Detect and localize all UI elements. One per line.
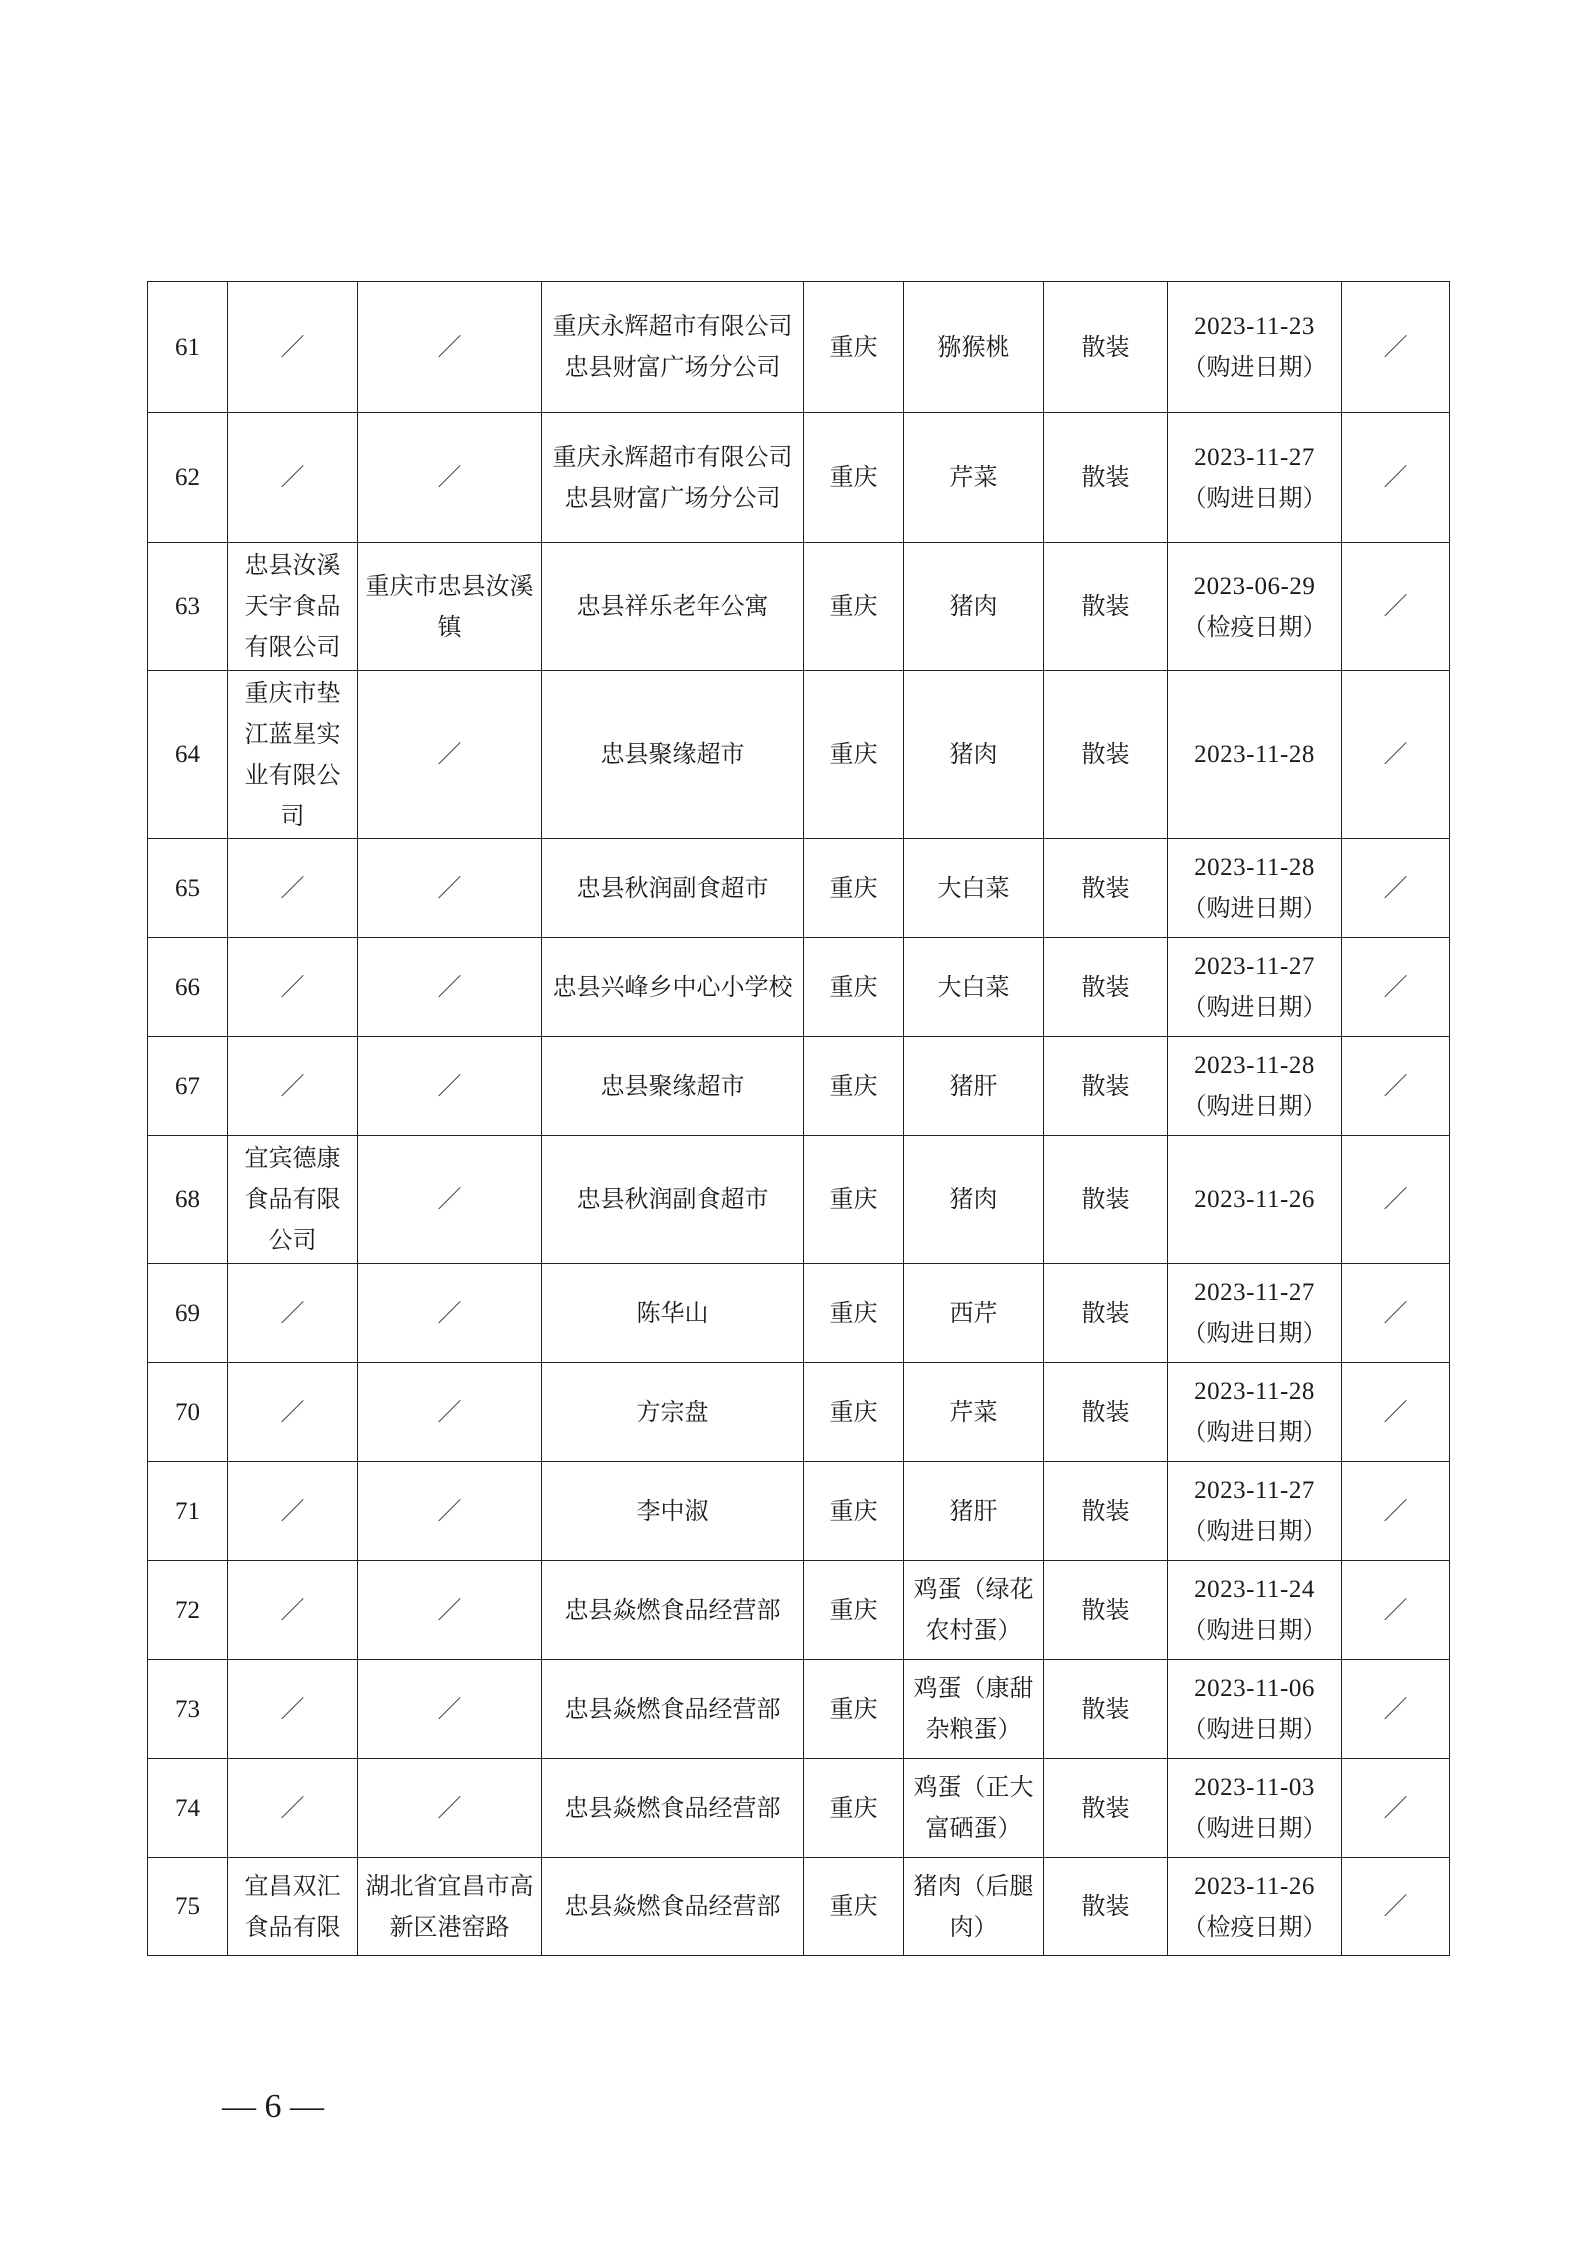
date-note: （购进日期） [1182,483,1327,512]
inspection-result: ／ [1342,839,1450,938]
package-spec: 散装 [1044,413,1168,543]
date-value: 2023-11-24 [1194,1576,1315,1603]
table-row [148,543,1450,671]
producer-address: 湖北省宜昌市高新区港窑路 [358,1858,542,1956]
package-spec: 散装 [1044,543,1168,671]
date-value: 2023-11-28 [1194,854,1315,881]
table-row [148,282,1450,413]
seller-region: 重庆 [804,671,904,839]
seller-region: 重庆 [804,413,904,543]
production-date [1168,1136,1342,1264]
production-date [1168,282,1342,413]
seller-name: 忠县秋润副食超市 [542,839,804,938]
row-number: 63 [148,543,228,671]
food-name: 芹菜 [904,413,1044,543]
seller-name: 陈华山 [542,1264,804,1363]
seller-region: 重庆 [804,938,904,1037]
table-row [148,1037,1450,1136]
producer-name: ／ [228,938,358,1037]
producer-name: ／ [228,1561,358,1660]
producer-address: ／ [358,1660,542,1759]
producer-name: ／ [228,1660,358,1759]
seller-name: 忠县兴峰乡中心小学校 [542,938,804,1037]
producer-name: ／ [228,282,358,413]
package-spec: 散装 [1044,1264,1168,1363]
food-name: 猪肉 [904,1136,1044,1264]
date-value: 2023-11-28 [1194,1052,1315,1079]
producer-address: ／ [358,1136,542,1264]
date-value: 2023-11-23 [1194,313,1315,340]
date-note: （购进日期） [1182,993,1327,1021]
production-date [1168,1561,1342,1660]
producer-address: ／ [358,839,542,938]
producer-name: 忠县汝溪天宇食品有限公司 [228,543,358,671]
table-row [148,1462,1450,1561]
row-number: 72 [148,1561,228,1660]
date-note: （购进日期） [1182,1715,1327,1743]
row-number: 67 [148,1037,228,1136]
date-value: 2023-11-28 [1194,741,1315,768]
food-name: 猪肝 [904,1037,1044,1136]
producer-address: ／ [358,413,542,543]
production-date [1168,543,1342,671]
producer-name: ／ [228,1462,358,1561]
producer-address: ／ [358,938,542,1037]
food-name: 鸡蛋（康甜杂粮蛋） [904,1660,1044,1759]
seller-name: 重庆永辉超市有限公司忠县财富广场分公司 [542,413,804,543]
seller-region: 重庆 [804,1363,904,1462]
seller-region: 重庆 [804,1037,904,1136]
food-name: 猪肉 [904,671,1044,839]
package-spec: 散装 [1044,671,1168,839]
seller-name: 忠县焱燃食品经营部 [542,1660,804,1759]
table-row [148,1264,1450,1363]
producer-name: ／ [228,1264,358,1363]
date-note: （购进日期） [1182,353,1327,381]
row-number: 62 [148,413,228,543]
inspection-result: ／ [1342,938,1450,1037]
seller-region: 重庆 [804,1462,904,1561]
date-note: （购进日期） [1182,1418,1327,1446]
package-spec: 散装 [1044,1037,1168,1136]
seller-name: 忠县聚缘超市 [542,671,804,839]
package-spec: 散装 [1044,839,1168,938]
package-spec: 散装 [1044,1363,1168,1462]
food-name: 西芹 [904,1264,1044,1363]
date-note: （购进日期） [1182,1517,1327,1545]
row-number: 61 [148,282,228,413]
production-date [1168,413,1342,543]
food-name: 猪肉（后腿肉） [904,1858,1044,1956]
seller-name: 忠县祥乐老年公寓 [542,543,804,671]
inspection-result: ／ [1342,1759,1450,1858]
food-name: 猪肝 [904,1462,1044,1561]
seller-name: 方宗盘 [542,1363,804,1462]
table-row [148,1759,1450,1858]
inspection-results-table [147,281,1450,1956]
inspection-result: ／ [1342,1462,1450,1561]
seller-region: 重庆 [804,1561,904,1660]
producer-address: 重庆市忠县汝溪镇 [358,543,542,671]
seller-name: 李中淑 [542,1462,804,1561]
date-note: （检疫日期） [1182,1912,1327,1941]
food-name: 猪肉 [904,543,1044,671]
date-value: 2023-11-27 [1194,953,1315,980]
row-number: 65 [148,839,228,938]
inspection-result: ／ [1342,671,1450,839]
date-value: 2023-11-03 [1194,1774,1315,1801]
seller-region: 重庆 [804,1136,904,1264]
inspection-result: ／ [1342,1363,1450,1462]
production-date [1168,1037,1342,1136]
table-row [148,1136,1450,1264]
table-row [148,413,1450,543]
seller-name: 忠县秋润副食超市 [542,1136,804,1264]
table-row [148,938,1450,1037]
row-number: 75 [148,1858,228,1956]
seller-region: 重庆 [804,1264,904,1363]
producer-name: ／ [228,839,358,938]
production-date [1168,1363,1342,1462]
package-spec: 散装 [1044,1561,1168,1660]
date-note: （购进日期） [1182,894,1327,922]
seller-name: 忠县焱燃食品经营部 [542,1858,804,1956]
producer-address: ／ [358,671,542,839]
producer-name: ／ [228,1363,358,1462]
producer-name: ／ [228,1037,358,1136]
date-value: 2023-11-27 [1194,443,1315,471]
row-number: 71 [148,1462,228,1561]
food-name: 鸡蛋（绿花农村蛋） [904,1561,1044,1660]
inspection-result: ／ [1342,1136,1450,1264]
seller-name: 忠县焱燃食品经营部 [542,1561,804,1660]
inspection-result: ／ [1342,1561,1450,1660]
seller-name: 忠县焱燃食品经营部 [542,1759,804,1858]
package-spec: 散装 [1044,1759,1168,1858]
seller-region: 重庆 [804,839,904,938]
date-note: （检疫日期） [1182,612,1327,641]
production-date [1168,1858,1342,1956]
production-date [1168,1660,1342,1759]
row-number: 70 [148,1363,228,1462]
package-spec: 散装 [1044,1858,1168,1956]
producer-name: 宜昌双汇食品有限 [228,1858,358,1956]
seller-region: 重庆 [804,1858,904,1956]
inspection-result: ／ [1342,543,1450,671]
food-name: 大白菜 [904,938,1044,1037]
inspection-result: ／ [1342,282,1450,413]
inspection-result: ／ [1342,1858,1450,1956]
production-date [1168,671,1342,839]
seller-region: 重庆 [804,282,904,413]
row-number: 66 [148,938,228,1037]
food-name: 大白菜 [904,839,1044,938]
inspection-result: ／ [1342,1037,1450,1136]
date-note: （购进日期） [1182,1319,1327,1347]
producer-name: 重庆市垫江蓝星实业有限公司 [228,671,358,839]
date-note: （购进日期） [1182,1092,1327,1120]
date-value: 2023-11-06 [1194,1675,1315,1702]
date-note: （购进日期） [1182,1814,1327,1842]
row-number: 69 [148,1264,228,1363]
seller-region: 重庆 [804,1660,904,1759]
food-name: 鸡蛋（正大富硒蛋） [904,1759,1044,1858]
producer-name: ／ [228,413,358,543]
inspection-result: ／ [1342,1660,1450,1759]
row-number: 68 [148,1136,228,1264]
producer-address: ／ [358,1462,542,1561]
package-spec: 散装 [1044,1462,1168,1561]
row-number: 73 [148,1660,228,1759]
package-spec: 散装 [1044,1660,1168,1759]
page-number: — 6 — [222,2088,324,2125]
seller-name: 重庆永辉超市有限公司忠县财富广场分公司 [542,282,804,413]
row-number: 64 [148,671,228,839]
package-spec: 散装 [1044,938,1168,1037]
seller-region: 重庆 [804,1759,904,1858]
inspection-result: ／ [1342,413,1450,543]
production-date [1168,1462,1342,1561]
package-spec: 散装 [1044,1136,1168,1264]
row-number: 74 [148,1759,228,1858]
table-row [148,839,1450,938]
date-value: 2023-11-28 [1194,1378,1315,1405]
seller-name: 忠县聚缘超市 [542,1037,804,1136]
food-name: 芹菜 [904,1363,1044,1462]
production-date [1168,1264,1342,1363]
table-row [148,1363,1450,1462]
date-value: 2023-11-26 [1194,1186,1315,1213]
food-name: 猕猴桃 [904,282,1044,413]
producer-name: 宜宾德康食品有限公司 [228,1136,358,1264]
producer-address: ／ [358,1759,542,1858]
seller-region: 重庆 [804,543,904,671]
table-row [148,1858,1450,1956]
producer-address: ／ [358,282,542,413]
producer-address: ／ [358,1363,542,1462]
package-spec: 散装 [1044,282,1168,413]
table-row [148,671,1450,839]
date-value: 2023-11-27 [1194,1477,1315,1504]
producer-name: ／ [228,1759,358,1858]
date-value: 2023-11-27 [1194,1279,1315,1306]
producer-address: ／ [358,1037,542,1136]
producer-address: ／ [358,1264,542,1363]
producer-address: ／ [358,1561,542,1660]
production-date [1168,1759,1342,1858]
table-row [148,1561,1450,1660]
date-value: 2023-06-29 [1193,572,1316,600]
production-date [1168,839,1342,938]
production-date [1168,938,1342,1037]
table-row [148,1660,1450,1759]
date-note: （购进日期） [1182,1616,1327,1644]
inspection-result: ／ [1342,1264,1450,1363]
date-value: 2023-11-26 [1194,1872,1315,1900]
